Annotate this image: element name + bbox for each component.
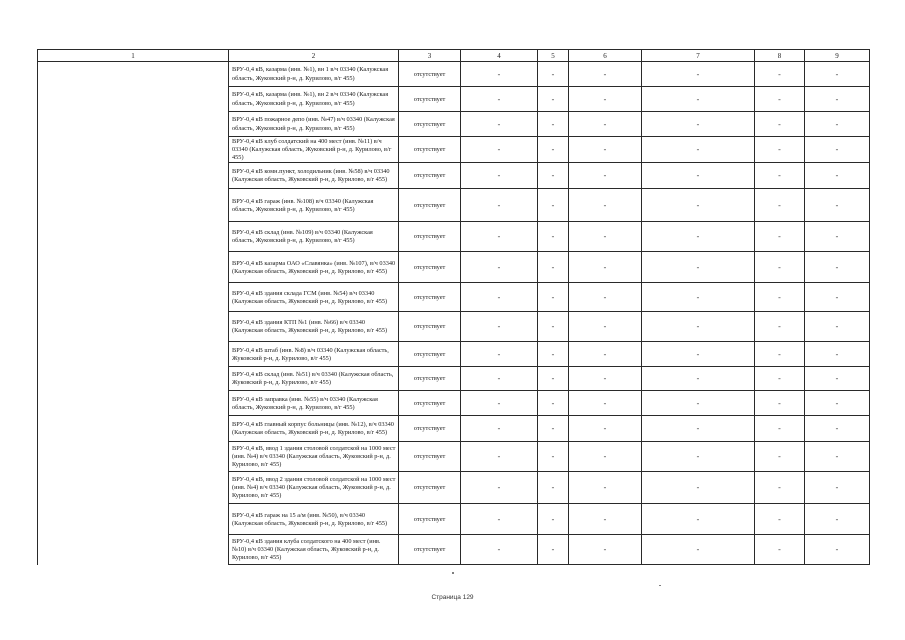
value-cell: - bbox=[755, 391, 805, 416]
value-cell: - bbox=[755, 62, 805, 87]
value-cell: - bbox=[569, 342, 642, 367]
object-description: ВРУ-0,4 кВ, казарма (инв. №1), вн 2 в/ч 03340 (Калужская область, Жуковский р-н, д. Курилово, в/г 455) bbox=[229, 87, 399, 112]
status-cell: отсутствует bbox=[399, 416, 461, 442]
value-cell: - bbox=[805, 222, 870, 252]
value-cell: - bbox=[538, 137, 569, 163]
value-cell: - bbox=[538, 163, 569, 189]
empty-cell bbox=[38, 342, 229, 367]
empty-cell bbox=[38, 312, 229, 342]
value-cell: - bbox=[755, 222, 805, 252]
column-header-1: 1 bbox=[38, 50, 229, 62]
value-cell: - bbox=[642, 222, 755, 252]
table-row bbox=[38, 472, 870, 504]
value-cell: - bbox=[461, 416, 538, 442]
value-cell: - bbox=[569, 112, 642, 137]
table-row bbox=[38, 535, 870, 565]
empty-cell bbox=[38, 112, 229, 137]
value-cell: - bbox=[538, 442, 569, 472]
value-cell: - bbox=[569, 222, 642, 252]
table-header bbox=[38, 50, 870, 62]
value-cell: - bbox=[755, 163, 805, 189]
value-cell: - bbox=[755, 312, 805, 342]
empty-cell bbox=[38, 391, 229, 416]
object-description: ВРУ-0,4 кВ гараж на 15 а/м (инв. №50), в/ч 03340 (Калужская область, Жуковский р-н, д. Курилово, в/г 455) bbox=[229, 504, 399, 535]
table-row bbox=[38, 252, 870, 283]
empty-cell bbox=[38, 472, 229, 504]
table-row bbox=[38, 391, 870, 416]
value-cell: - bbox=[805, 391, 870, 416]
value-cell: - bbox=[461, 222, 538, 252]
column-header-4: 4 bbox=[461, 50, 538, 62]
status-cell: отсутствует bbox=[399, 163, 461, 189]
value-cell: - bbox=[461, 87, 538, 112]
value-cell: - bbox=[642, 472, 755, 504]
value-cell: - bbox=[642, 87, 755, 112]
value-cell: - bbox=[538, 222, 569, 252]
empty-cell bbox=[38, 367, 229, 391]
object-description: ВРУ-0,4 кВ, ввод 2 здания столовой солдатской на 1000 мест (инв. №4) в/ч 03340 (Калужская область, Жуковский р-н, д. Курилово, в/г 455) bbox=[229, 472, 399, 504]
status-cell: отсутствует bbox=[399, 472, 461, 504]
value-cell: - bbox=[755, 283, 805, 312]
value-cell: - bbox=[642, 342, 755, 367]
column-header-6: 6 bbox=[569, 50, 642, 62]
value-cell: - bbox=[461, 112, 538, 137]
table-row bbox=[38, 342, 870, 367]
value-cell: - bbox=[642, 137, 755, 163]
value-cell: - bbox=[569, 416, 642, 442]
object-description: ВРУ-0,4 кВ здания склада ГСМ (инв. №54) в/ч 03340 (Калужская область, Жуковский р-н, д. Курилово, в/г 455) bbox=[229, 283, 399, 312]
empty-cell bbox=[38, 163, 229, 189]
object-description: ВРУ-0,4 кВ казарма ОАО «Славянка» (инв. №107), в/ч 03340 (Калужская область, Жуковский р-н, д. Курилово, в/г 455) bbox=[229, 252, 399, 283]
object-description: ВРУ-0,4 кВ склад (инв. №51) в/ч 03340 (Калужская область, Жуковский р-н, д. Курилово, в/г 455) bbox=[229, 367, 399, 391]
empty-cell bbox=[38, 189, 229, 222]
value-cell: - bbox=[805, 472, 870, 504]
object-description: ВРУ-0,4 кВ, казарма (инв. №1), вн 1 в/ч 03340 (Калужская область, Жуковский р-н, д. Курилово, в/г 455) bbox=[229, 62, 399, 87]
value-cell: - bbox=[538, 535, 569, 565]
value-cell: - bbox=[642, 504, 755, 535]
value-cell: - bbox=[755, 442, 805, 472]
value-cell: - bbox=[805, 62, 870, 87]
value-cell: - bbox=[538, 283, 569, 312]
status-cell: отсутствует bbox=[399, 391, 461, 416]
status-cell: отсутствует bbox=[399, 137, 461, 163]
status-cell: отсутствует bbox=[399, 283, 461, 312]
object-description: ВРУ-0,4 кВ пожарное депо (инв. №47) в/ч 03340 (Калужская область, Жуковский р-н, д. Курилово, в/г 455) bbox=[229, 112, 399, 137]
value-cell: - bbox=[538, 367, 569, 391]
value-cell: - bbox=[538, 112, 569, 137]
status-cell: отсутствует bbox=[399, 504, 461, 535]
status-cell: отсутствует bbox=[399, 87, 461, 112]
object-description: ВРУ-0,4 кВ, ввод 1 здания столовой солдатской на 1000 мест (инв. №4) в/ч 03340 (Калужская область, Жуковский р-н, д. Курилово, в/г 455) bbox=[229, 442, 399, 472]
status-cell: отсутствует bbox=[399, 112, 461, 137]
value-cell: - bbox=[461, 391, 538, 416]
value-cell: - bbox=[461, 367, 538, 391]
value-cell: - bbox=[755, 87, 805, 112]
status-cell: отсутствует bbox=[399, 442, 461, 472]
value-cell: - bbox=[461, 312, 538, 342]
value-cell: - bbox=[569, 391, 642, 416]
value-cell: - bbox=[642, 112, 755, 137]
value-cell: - bbox=[805, 163, 870, 189]
value-cell: - bbox=[538, 472, 569, 504]
value-cell: - bbox=[569, 312, 642, 342]
value-cell: - bbox=[538, 342, 569, 367]
value-cell: - bbox=[569, 283, 642, 312]
value-cell: - bbox=[538, 62, 569, 87]
value-cell: - bbox=[569, 472, 642, 504]
value-cell: - bbox=[755, 416, 805, 442]
empty-cell bbox=[38, 137, 229, 163]
column-header-3: 3 bbox=[399, 50, 461, 62]
value-cell: - bbox=[538, 416, 569, 442]
value-cell: - bbox=[569, 535, 642, 565]
table-row bbox=[38, 163, 870, 189]
value-cell: - bbox=[538, 252, 569, 283]
value-cell: - bbox=[461, 342, 538, 367]
object-description: ВРУ-0,4 кВ здания клуба солдатского на 400 мест (инв. №10) в/ч 03340 (Калужская область, Жуковский р-н, д. Курилово, в/г 455) bbox=[229, 535, 399, 565]
empty-cell bbox=[38, 62, 229, 87]
value-cell: - bbox=[569, 189, 642, 222]
table-row bbox=[38, 62, 870, 87]
value-cell: - bbox=[642, 312, 755, 342]
table-body bbox=[38, 62, 870, 565]
status-cell: отсутствует bbox=[399, 342, 461, 367]
table-row bbox=[38, 137, 870, 163]
empty-cell bbox=[38, 252, 229, 283]
value-cell: - bbox=[755, 472, 805, 504]
status-cell: отсутствует bbox=[399, 367, 461, 391]
status-cell: отсутствует bbox=[399, 312, 461, 342]
header-row bbox=[38, 50, 870, 62]
status-cell: отсутствует bbox=[399, 62, 461, 87]
value-cell: - bbox=[642, 283, 755, 312]
table-row bbox=[38, 504, 870, 535]
value-cell: - bbox=[755, 342, 805, 367]
value-cell: - bbox=[538, 504, 569, 535]
table-row bbox=[38, 416, 870, 442]
empty-cell bbox=[38, 283, 229, 312]
value-cell: - bbox=[805, 283, 870, 312]
value-cell: - bbox=[461, 283, 538, 312]
data-table bbox=[37, 49, 870, 565]
object-description: ВРУ-0,4 кВ гараж (инв. №108) в/ч 03340 (Калужская область, Жуковский р-н, д. Курилово, в/г 455) bbox=[229, 189, 399, 222]
empty-cell bbox=[38, 416, 229, 442]
object-description: ВРУ-0,4 кВ комн.пункт, холодильник (инв. №58) в/ч 03340 (Калужская область, Жуковский р-н, д. Курилово, в/г 455) bbox=[229, 163, 399, 189]
value-cell: - bbox=[642, 442, 755, 472]
value-cell: - bbox=[461, 252, 538, 283]
empty-cell bbox=[38, 535, 229, 565]
value-cell: - bbox=[461, 62, 538, 87]
value-cell: - bbox=[805, 504, 870, 535]
scan-speck bbox=[452, 572, 454, 574]
value-cell: - bbox=[461, 189, 538, 222]
value-cell: - bbox=[569, 504, 642, 535]
value-cell: - bbox=[569, 137, 642, 163]
value-cell: - bbox=[805, 416, 870, 442]
table-row bbox=[38, 222, 870, 252]
value-cell: - bbox=[642, 62, 755, 87]
value-cell: - bbox=[805, 87, 870, 112]
table-row bbox=[38, 87, 870, 112]
value-cell: - bbox=[461, 442, 538, 472]
value-cell: - bbox=[642, 416, 755, 442]
object-description: ВРУ-0,4 кВ здания КТП №1 (инв. №66) в/ч 03340 (Калужская область, Жуковский р-н, д. Курилово, в/г 455) bbox=[229, 312, 399, 342]
table-row bbox=[38, 312, 870, 342]
status-cell: отсутствует bbox=[399, 222, 461, 252]
table-row bbox=[38, 283, 870, 312]
value-cell: - bbox=[538, 312, 569, 342]
status-cell: отсутствует bbox=[399, 535, 461, 565]
table-row bbox=[38, 442, 870, 472]
status-cell: отсутствует bbox=[399, 252, 461, 283]
object-description: ВРУ-0,4 кВ штаб (инв. №8) в/ч 03340 (Калужская область, Жуковский р-н, д. Курилово, в/г 455) bbox=[229, 342, 399, 367]
value-cell: - bbox=[642, 367, 755, 391]
value-cell: - bbox=[755, 504, 805, 535]
page-number: Страница 129 bbox=[431, 594, 474, 601]
value-cell: - bbox=[461, 504, 538, 535]
value-cell: - bbox=[755, 112, 805, 137]
value-cell: - bbox=[569, 252, 642, 283]
object-description: ВРУ-0,4 кВ главный корпус больницы (инв. №12), в/ч 03340 (Калужская область, Жуковский р-н, д. Курилово, в/г 455) bbox=[229, 416, 399, 442]
value-cell: - bbox=[755, 137, 805, 163]
value-cell: - bbox=[642, 163, 755, 189]
object-description: ВРУ-0,4 кВ заправка (инв. №55) в/ч 03340 (Калужская область, Жуковский р-н, д. Курилово, в/г 455) bbox=[229, 391, 399, 416]
value-cell: - bbox=[569, 87, 642, 112]
column-header-8: 8 bbox=[755, 50, 805, 62]
table-row bbox=[38, 112, 870, 137]
value-cell: - bbox=[755, 252, 805, 283]
value-cell: - bbox=[805, 442, 870, 472]
scan-speck bbox=[659, 585, 661, 586]
value-cell: - bbox=[805, 252, 870, 283]
column-header-5: 5 bbox=[538, 50, 569, 62]
value-cell: - bbox=[805, 367, 870, 391]
table-row bbox=[38, 189, 870, 222]
value-cell: - bbox=[569, 62, 642, 87]
value-cell: - bbox=[805, 137, 870, 163]
value-cell: - bbox=[461, 163, 538, 189]
value-cell: - bbox=[642, 391, 755, 416]
column-header-9: 9 bbox=[805, 50, 870, 62]
value-cell: - bbox=[805, 189, 870, 222]
value-cell: - bbox=[461, 472, 538, 504]
object-description: ВРУ-0,4 кВ склад (инв. №109) в/ч 03340 (Калужская область, Жуковский р-н, д. Курилово, в/г 455) bbox=[229, 222, 399, 252]
value-cell: - bbox=[538, 87, 569, 112]
status-cell: отсутствует bbox=[399, 189, 461, 222]
table-row bbox=[38, 367, 870, 391]
value-cell: - bbox=[461, 137, 538, 163]
value-cell: - bbox=[569, 163, 642, 189]
value-cell: - bbox=[805, 112, 870, 137]
empty-cell bbox=[38, 222, 229, 252]
value-cell: - bbox=[538, 189, 569, 222]
value-cell: - bbox=[642, 535, 755, 565]
empty-cell bbox=[38, 504, 229, 535]
value-cell: - bbox=[755, 189, 805, 222]
object-description: ВРУ-0,4 кВ клуб солдатский на 400 мест (инв. №11) в/ч 03340 (Калужская область, Жуковский р-н, д. Курилово, в/г 455) bbox=[229, 137, 399, 163]
value-cell: - bbox=[755, 367, 805, 391]
empty-cell bbox=[38, 442, 229, 472]
value-cell: - bbox=[642, 189, 755, 222]
empty-cell bbox=[38, 87, 229, 112]
value-cell: - bbox=[569, 442, 642, 472]
column-header-2: 2 bbox=[229, 50, 399, 62]
column-header-7: 7 bbox=[642, 50, 755, 62]
value-cell: - bbox=[461, 535, 538, 565]
value-cell: - bbox=[642, 252, 755, 283]
value-cell: - bbox=[755, 535, 805, 565]
value-cell: - bbox=[805, 312, 870, 342]
value-cell: - bbox=[538, 391, 569, 416]
value-cell: - bbox=[569, 367, 642, 391]
value-cell: - bbox=[805, 342, 870, 367]
value-cell: - bbox=[805, 535, 870, 565]
